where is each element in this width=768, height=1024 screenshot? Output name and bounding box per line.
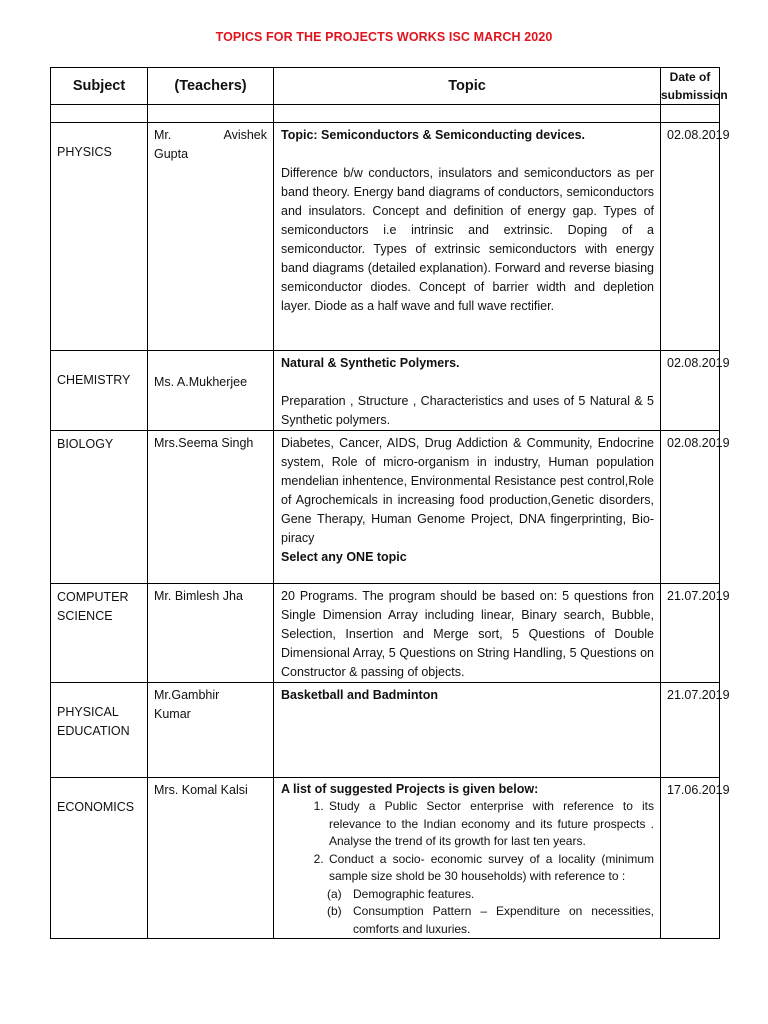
table-row — [51, 778, 720, 939]
teacher-physical-line2: Kumar — [154, 707, 191, 721]
subject-economics: ECONOMICS — [51, 778, 148, 939]
topic-biology-note: Select any ONE topic — [281, 550, 407, 564]
teacher-computer: Mr. Bimlesh Jha — [148, 584, 274, 683]
teacher-physical-line1: Mr.Gambhir — [154, 688, 220, 702]
sub-item-b: Consumption Pattern – Expenditure on necessities, comforts and luxuries. — [353, 904, 654, 936]
projects-table — [50, 67, 730, 939]
header-subject: Subject — [51, 68, 148, 105]
table-row — [51, 123, 720, 351]
date-biology: 02.08.2019 — [661, 431, 720, 584]
subject-biology: BIOLOGY — [51, 431, 148, 584]
topic-biology — [274, 431, 661, 584]
header-row — [51, 68, 720, 105]
header-date: Date of submission — [661, 68, 720, 105]
topic-biology-body: Diabetes, Cancer, AIDS, Drug Addiction & Community, Endocrine system, Role of micro-organism in industry, Human population mendelian inhentence, Environmental Resistance pest control,Role of Agrochemicals in increasing food production,Genetic disorders, Gene Therapy, Human Genome Project, DNA fingerprinting, Bio- piracy — [281, 436, 654, 545]
teacher-physical — [148, 683, 274, 778]
topic-physics-body: Difference b/w conductors, insulators and semiconductors as per band theory. Energy band diagrams of conductors, semiconductors and insulators. Concept and definition of energy gap. Types of semiconductors i.e intrinsic and extrinsic. Doping of a semiconductor. Types of extrinsic semiconductors with energy band diagrams (detailed explanation). Forward and reverse biasing semiconductor diodes. Concept of barrier width and depletion layer. Diode as a half wave and full wave rectifier. — [281, 166, 654, 313]
list-item — [327, 886, 654, 904]
list-item — [327, 903, 654, 938]
topic-economics-title: A list of suggested Projects is given below: — [281, 782, 539, 796]
subject-computer — [51, 584, 148, 683]
header-teachers: (Teachers) — [148, 68, 274, 105]
sub-marker-b: (b) — [327, 904, 342, 918]
topic-physics — [274, 123, 661, 351]
teacher-physics-last: Gupta — [154, 147, 189, 161]
table-row — [51, 683, 720, 778]
teacher-biology: Mrs.Seema Singh — [148, 431, 274, 584]
list-item — [327, 851, 654, 939]
list-item: 1. Study a Public Sector enterprise with reference to its relevance to the Indian economy and its future prospects . Analyse the trend of its growth for last ten years. — [327, 798, 654, 851]
subject-physical-line1: PHYSICAL — [57, 705, 119, 719]
table-row — [51, 351, 720, 431]
sub-item-a: Demographic features. — [353, 886, 475, 901]
topic-chemistry — [274, 351, 661, 431]
table-row — [51, 584, 720, 683]
subject-chemistry: CHEMISTRY — [51, 351, 148, 431]
topic-economics — [274, 778, 661, 939]
subject-computer-line2: SCIENCE — [57, 609, 113, 623]
date-computer: 21.07.2019 — [661, 584, 720, 683]
date-economics: 17.06.2019 — [661, 778, 720, 939]
subject-computer-line1: COMPUTER — [57, 590, 129, 604]
teacher-chemistry: Ms. A.Mukherjee — [148, 351, 274, 431]
topic-chemistry-body: Preparation , Structure , Characteristics and uses of 5 Natural & 5 Synthetic polymers. — [281, 394, 654, 427]
topic-computer: 20 Programs. The program should be based on: 5 questions fron Single Dimension Array including linear, Binary search, Bubble, Selection, Insertion and Merge sort, 5 Questions of Double Dimensional Array, 5 Questions on String Handling, 5 Questions on Constructor & passing of objects. — [274, 584, 661, 683]
teacher-physics — [148, 123, 274, 351]
economics-item2-text: Conduct a socio- economic survey of a locality (minimum sample size shold be 30 households) with reference to : — [329, 851, 654, 883]
date-chemistry: 02.08.2019 — [661, 351, 720, 431]
header-topic: Topic — [274, 68, 661, 105]
teacher-physics-first: Mr. Avishek — [154, 128, 267, 142]
page-title: TOPICS FOR THE PROJECTS WORKS ISC MARCH 2020 — [215, 30, 553, 44]
subject-physical-line2: EDUCATION — [57, 724, 130, 738]
table-row — [51, 431, 720, 584]
sub-marker-a: (a) — [327, 886, 342, 901]
spacer-row — [51, 105, 720, 123]
date-physics: 02.08.2019 — [661, 123, 720, 351]
economics-sublist — [329, 886, 654, 939]
date-physical: 21.07.2019 — [661, 683, 720, 778]
teacher-economics: Mrs. Komal Kalsi — [148, 778, 274, 939]
topic-physical-title: Basketball and Badminton — [281, 688, 438, 702]
topic-chemistry-title: Natural & Synthetic Polymers. — [281, 356, 460, 370]
topic-physics-title: Topic: Semiconductors & Semiconducting devices. — [281, 128, 585, 142]
economics-project-list — [281, 798, 654, 938]
subject-physical — [51, 683, 148, 778]
topic-physical — [274, 683, 661, 778]
subject-physics: PHYSICS — [51, 123, 148, 351]
